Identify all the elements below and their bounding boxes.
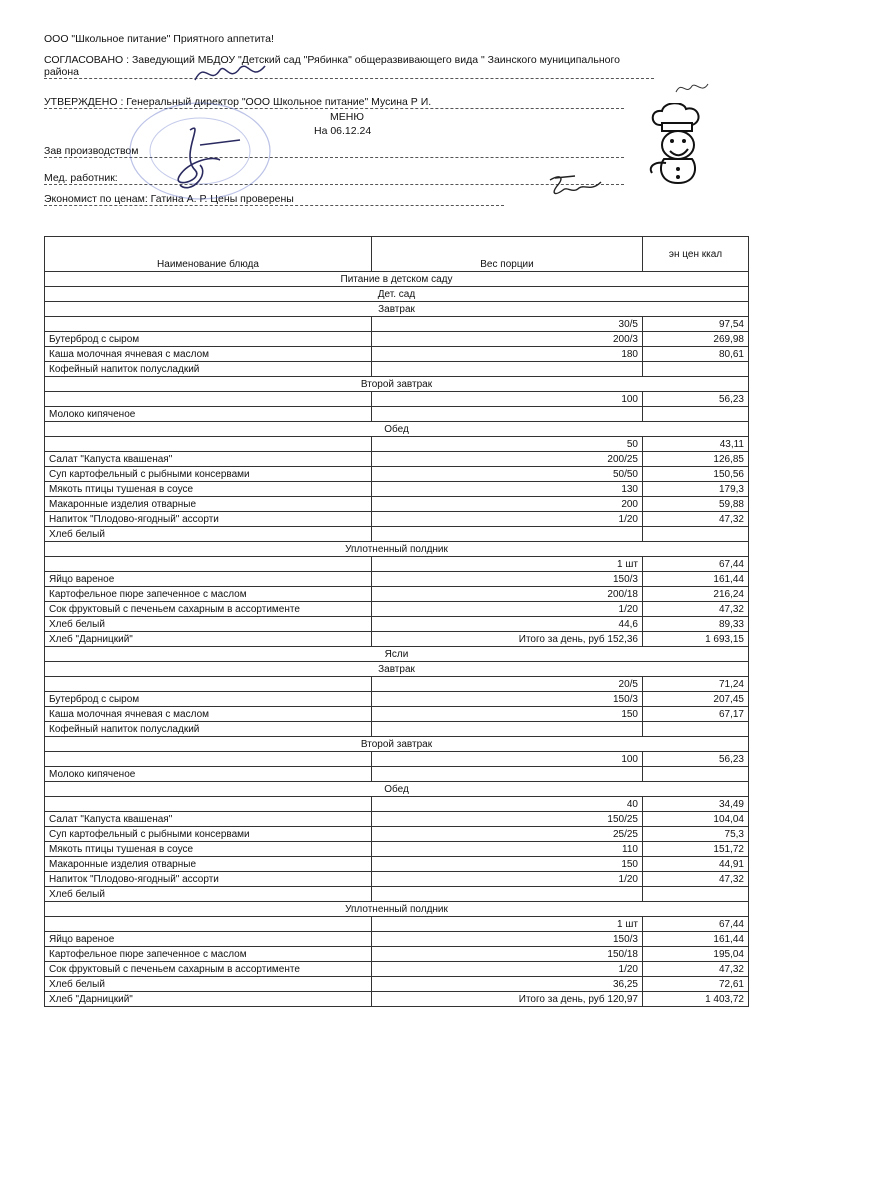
section-title: Питание в детском саду [45,272,749,287]
table-row [45,587,749,602]
empty-cell [372,722,643,737]
energy-value: 44,91 [643,857,749,872]
table-row [45,452,749,467]
portion-weight: 150/3 [372,932,643,947]
table-row [45,812,749,827]
table-row [45,947,749,962]
dish-name: Напиток "Плодово-ягодный" ассорти [45,512,372,527]
energy-value: 67,44 [643,917,749,932]
table-row [45,392,749,407]
dish-name: Суп картофельный с рыбными консервами [45,467,372,482]
energy-value: 67,17 [643,707,749,722]
col-header-weight: Вес порции [372,237,643,272]
dish-name: Картофельное пюре запеченное с маслом [45,587,372,602]
meal-row [45,377,749,392]
kindergarten-body [45,302,749,647]
dish-name: Молоко кипяченое [45,407,372,422]
energy-value: 47,32 [643,602,749,617]
meal-title: Завтрак [45,662,749,677]
dish-name: Каша молочная ячневая с маслом [45,347,372,362]
portion-weight: 130 [372,482,643,497]
dish-name: Макаронные изделия отварные [45,497,372,512]
energy-value: 47,32 [643,962,749,977]
table-row [45,317,749,332]
dish-name: Яйцо вареное [45,932,372,947]
dish-name: Кофейный напиток полусладкий [45,722,372,737]
empty-cell [372,767,643,782]
chef-mascot-icon [640,103,720,187]
meal-row [45,902,749,917]
portion-weight: 1/20 [372,602,643,617]
dish-name: Хлеб белый [45,617,372,632]
table-row [45,617,749,632]
group-title: Ясли [45,647,749,662]
table-row [45,962,749,977]
table-row [45,482,749,497]
empty-cell [372,887,643,902]
dish-name: Хлеб белый [45,527,372,542]
col-header-name: Наименование блюда [45,237,372,272]
table-row [45,707,749,722]
portion-weight: 150/3 [372,692,643,707]
dish-name: Салат "Капуста квашеная" [45,452,372,467]
portion-weight: 1/20 [372,872,643,887]
table-row [45,437,749,452]
portion-weight: 200/18 [372,587,643,602]
signature-icon [545,172,605,202]
empty-cell [643,407,749,422]
table-row [45,677,749,692]
table-row [45,467,749,482]
group-row [45,287,749,302]
dish-name [45,797,372,812]
table-row [45,332,749,347]
dish-name: Молоко кипяченое [45,767,372,782]
meal-row [45,662,749,677]
energy-value: 72,61 [643,977,749,992]
portion-weight: 150/3 [372,572,643,587]
col-header-energy: эн цен ккал [643,237,749,272]
group-title: Дет. сад [45,287,749,302]
table-row [45,872,749,887]
table-row [45,632,749,647]
meal-title: Уплотненный полдник [45,902,749,917]
table-row [45,497,749,512]
dish-name: Хлеб "Дарницкий" [45,632,372,647]
table-row [45,977,749,992]
table-row [45,827,749,842]
table-row [45,362,749,377]
table-row [45,992,749,1007]
portion-weight: 200/25 [372,452,643,467]
table-row [45,407,749,422]
portion-weight: 25/25 [372,827,643,842]
energy-value: 269,98 [643,332,749,347]
empty-cell [643,887,749,902]
day-total-energy: 1 693,15 [643,632,749,647]
portion-weight: 150/18 [372,947,643,962]
day-total-label: Итого за день, руб 120,97 [372,992,643,1007]
portion-weight: 100 [372,752,643,767]
energy-value: 59,88 [643,497,749,512]
signature-icon [190,58,270,88]
empty-cell [372,407,643,422]
meal-row [45,782,749,797]
portion-weight: 110 [372,842,643,857]
meal-row [45,542,749,557]
approved-line: УТВЕРЖДЕНО : Генеральный директор "ООО Школьное питание" Мусина Р И. [44,96,624,109]
energy-value: 47,32 [643,872,749,887]
table-row [45,512,749,527]
portion-weight: 200 [372,497,643,512]
energy-value: 216,24 [643,587,749,602]
energy-value: 151,72 [643,842,749,857]
table-row [45,572,749,587]
meal-title: Обед [45,422,749,437]
day-total-energy: 1 403,72 [643,992,749,1007]
table-row [45,857,749,872]
table-row [45,932,749,947]
table-row [45,347,749,362]
energy-value: 97,54 [643,317,749,332]
portion-weight: 150 [372,707,643,722]
dish-name: Салат "Капуста квашеная" [45,812,372,827]
dish-name [45,752,372,767]
menu-date: На 06.12.24 [314,125,372,137]
table-row [45,692,749,707]
dish-name: Бутерброд с сыром [45,332,372,347]
dish-name: Каша молочная ячневая с маслом [45,707,372,722]
table-row [45,557,749,572]
energy-value: 43,11 [643,437,749,452]
table-row [45,527,749,542]
energy-value: 104,04 [643,812,749,827]
portion-weight: 180 [372,347,643,362]
agreed-line: СОГЛАСОВАНО : Заведующий МБДОУ "Детский сад "Рябинка" общеразвивающего вида " Заинского муниципального района [44,54,654,79]
table-row [45,842,749,857]
table-row [45,887,749,902]
group-row [45,647,749,662]
energy-value: 34,49 [643,797,749,812]
energy-value: 71,24 [643,677,749,692]
meal-row [45,302,749,317]
table-row [45,722,749,737]
portion-weight: 20/5 [372,677,643,692]
dish-name: Хлеб "Дарницкий" [45,992,372,1007]
company-line: ООО "Школьное питание" Приятного аппетита! [44,33,274,45]
dish-name: Картофельное пюре запеченное с маслом [45,947,372,962]
day-total-label: Итого за день, руб 152,36 [372,632,643,647]
dish-name: Суп картофельный с рыбными консервами [45,827,372,842]
dish-name: Макаронные изделия отварные [45,857,372,872]
dish-name [45,557,372,572]
signature-icon [150,115,260,200]
empty-cell [372,362,643,377]
table-row [45,767,749,782]
dish-name: Хлеб белый [45,977,372,992]
energy-value: 89,33 [643,617,749,632]
dish-name: Мякоть птицы тушеная в соусе [45,482,372,497]
empty-cell [643,722,749,737]
energy-value: 80,61 [643,347,749,362]
portion-weight: 1/20 [372,512,643,527]
energy-value: 56,23 [643,392,749,407]
menu-table [44,236,749,1007]
meal-row [45,737,749,752]
portion-weight: 150/25 [372,812,643,827]
table-row [45,752,749,767]
portion-weight: 100 [372,392,643,407]
energy-value: 67,44 [643,557,749,572]
energy-value: 161,44 [643,572,749,587]
energy-value: 179,3 [643,482,749,497]
economist-line: Экономист по ценам: Гатина А. Р. Цены проверены [44,193,504,206]
dish-name: Кофейный напиток полусладкий [45,362,372,377]
energy-value: 47,32 [643,512,749,527]
dish-name: Хлеб белый [45,887,372,902]
energy-value: 150,56 [643,467,749,482]
portion-weight: 40 [372,797,643,812]
energy-value: 195,04 [643,947,749,962]
energy-value: 207,45 [643,692,749,707]
table-header-row [45,237,749,272]
chief-line: Зав производством [44,145,624,158]
table-row [45,917,749,932]
portion-weight: 1 шт [372,557,643,572]
energy-value: 126,85 [643,452,749,467]
med-worker-line: Мед. работник: [44,172,624,185]
portion-weight: 50 [372,437,643,452]
nursery-body [45,662,749,1007]
dish-name: Бутерброд с сыром [45,692,372,707]
signature-icon [672,78,712,98]
section-row [45,272,749,287]
portion-weight: 1 шт [372,917,643,932]
meal-title: Обед [45,782,749,797]
meal-row [45,422,749,437]
portion-weight: 1/20 [372,962,643,977]
dish-name [45,392,372,407]
table-row [45,797,749,812]
portion-weight: 50/50 [372,467,643,482]
energy-value: 161,44 [643,932,749,947]
dish-name: Сок фруктовый с печеньем сахарным в ассортименте [45,962,372,977]
dish-name: Напиток "Плодово-ягодный" ассорти [45,872,372,887]
meal-title: Второй завтрак [45,737,749,752]
dish-name: Мякоть птицы тушеная в соусе [45,842,372,857]
empty-cell [643,767,749,782]
empty-cell [643,527,749,542]
portion-weight: 44,6 [372,617,643,632]
empty-cell [643,362,749,377]
portion-weight: 30/5 [372,317,643,332]
energy-value: 56,23 [643,752,749,767]
meal-title: Второй завтрак [45,377,749,392]
portion-weight: 36,25 [372,977,643,992]
dish-name [45,437,372,452]
menu-title: МЕНЮ [330,111,364,123]
dish-name: Сок фруктовый с печеньем сахарным в ассортименте [45,602,372,617]
portion-weight: 150 [372,857,643,872]
dish-name: Яйцо вареное [45,572,372,587]
dish-name [45,317,372,332]
dish-name [45,677,372,692]
table-row [45,602,749,617]
meal-title: Завтрак [45,302,749,317]
meal-title: Уплотненный полдник [45,542,749,557]
portion-weight: 200/3 [372,332,643,347]
dish-name [45,917,372,932]
empty-cell [372,527,643,542]
energy-value: 75,3 [643,827,749,842]
